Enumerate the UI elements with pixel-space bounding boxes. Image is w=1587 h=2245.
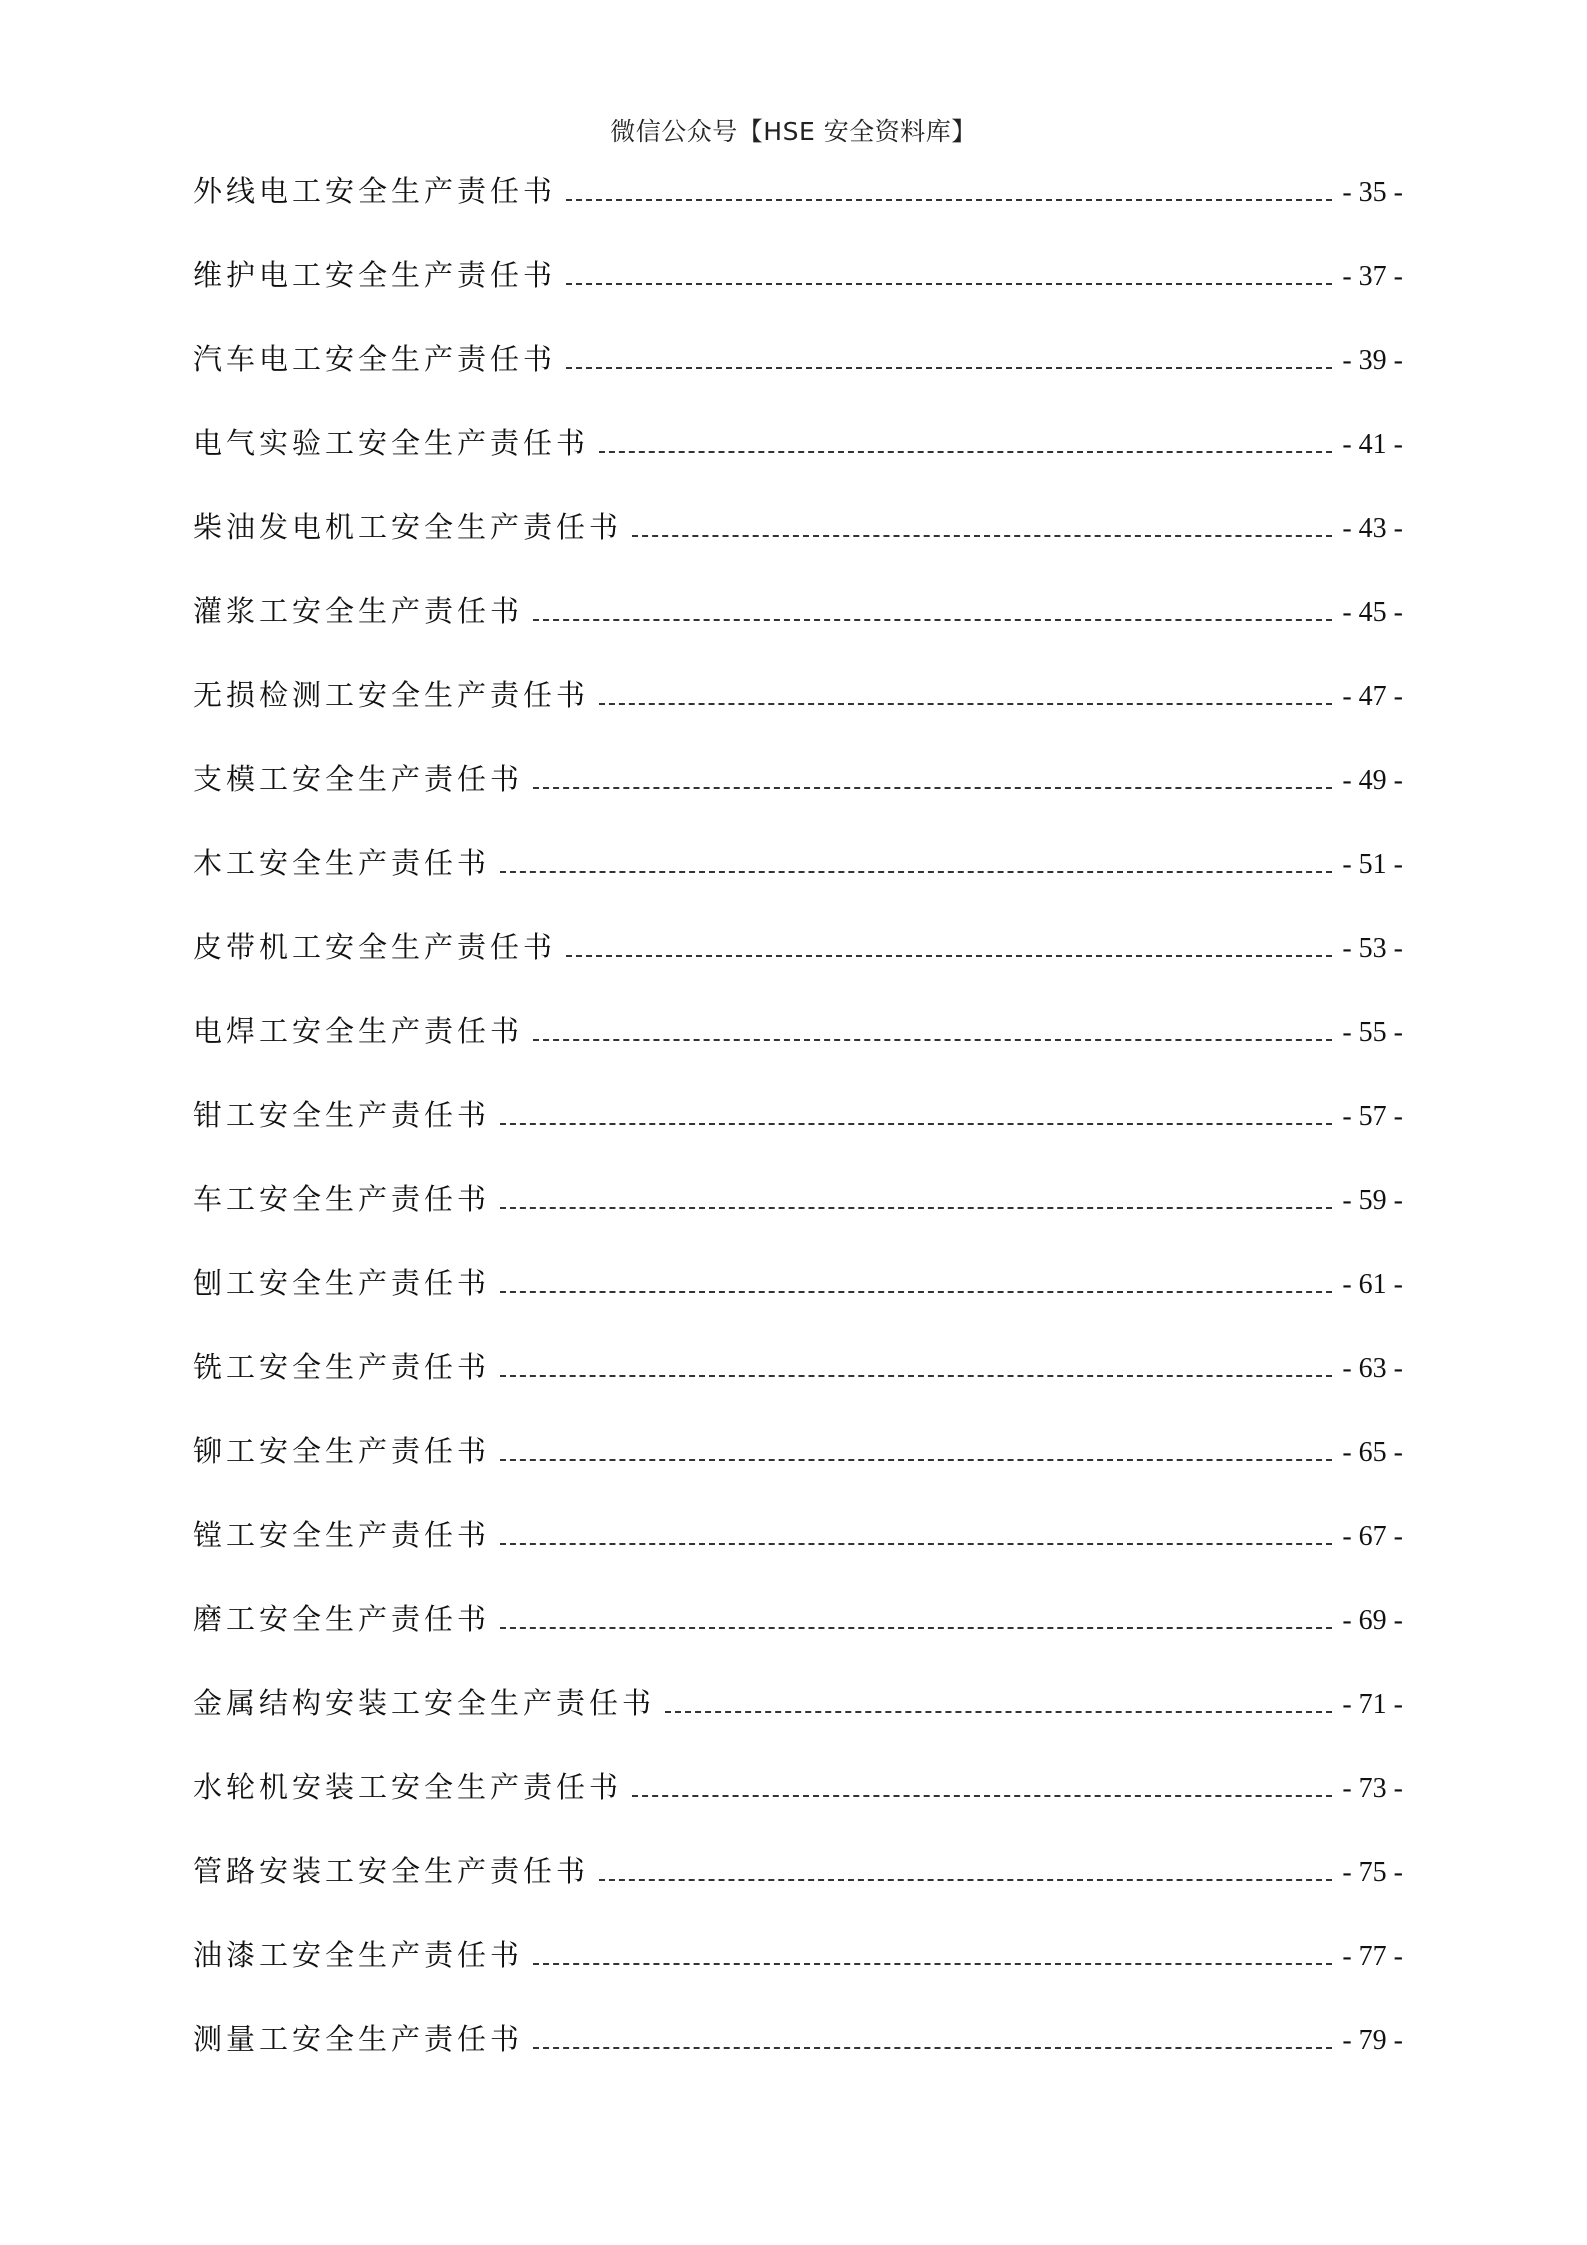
- toc-entry-page: - 57 -: [1342, 1101, 1403, 1132]
- toc-entry[interactable]: [193, 1678, 1403, 1762]
- toc-entry-title: 铆工安全生产责任书: [193, 1434, 491, 1468]
- page-header: 微信公众号【HSE 安全资料库】: [610, 117, 977, 146]
- toc-entry-title: 汽车电工安全生产责任书: [193, 342, 557, 376]
- toc-entry-title: 水轮机安装工安全生产责任书: [193, 1770, 623, 1804]
- toc-entry-page: - 43 -: [1342, 513, 1403, 544]
- toc-entry[interactable]: [193, 1762, 1403, 1846]
- toc-entry-page: - 63 -: [1342, 1353, 1403, 1384]
- toc-entry-title: 镗工安全生产责任书: [193, 1518, 491, 1552]
- toc-entry[interactable]: [193, 670, 1403, 754]
- toc-leader-dots: [500, 1123, 1332, 1125]
- toc-entry[interactable]: [193, 754, 1403, 838]
- toc-leader-dots: [632, 535, 1332, 537]
- toc-leader-dots: [500, 1207, 1332, 1209]
- toc-entry-title: 木工安全生产责任书: [193, 846, 491, 880]
- toc-entry[interactable]: [193, 1342, 1403, 1426]
- toc-entry-page: - 73 -: [1342, 1773, 1403, 1804]
- toc-entry-title: 皮带机工安全生产责任书: [193, 930, 557, 964]
- toc-entry-title: 油漆工安全生产责任书: [193, 1938, 524, 1972]
- toc-entry[interactable]: [193, 1594, 1403, 1678]
- toc-entry[interactable]: [193, 502, 1403, 586]
- toc-entry-page: - 55 -: [1342, 1017, 1403, 1048]
- toc-leader-dots: [599, 1879, 1332, 1881]
- toc-entry-title: 无损检测工安全生产责任书: [193, 678, 590, 712]
- toc-entry-title: 灌浆工安全生产责任书: [193, 594, 524, 628]
- toc-leader-dots: [500, 1627, 1332, 1629]
- toc-entry-title: 外线电工安全生产责任书: [193, 174, 557, 208]
- toc-entry[interactable]: [193, 418, 1403, 502]
- toc-entry[interactable]: [193, 166, 1403, 250]
- toc-leader-dots: [599, 703, 1332, 705]
- toc-entry-title: 测量工安全生产责任书: [193, 2022, 524, 2056]
- toc-entry-page: - 77 -: [1342, 1941, 1403, 1972]
- toc-entry[interactable]: [193, 1846, 1403, 1930]
- table-of-contents: [193, 166, 1403, 2098]
- toc-entry-page: - 49 -: [1342, 765, 1403, 796]
- toc-leader-dots: [500, 1543, 1332, 1545]
- toc-entry-title: 磨工安全生产责任书: [193, 1602, 491, 1636]
- toc-entry[interactable]: [193, 334, 1403, 418]
- toc-leader-dots: [533, 1039, 1332, 1041]
- toc-entry[interactable]: [193, 2014, 1403, 2098]
- toc-entry-title: 电焊工安全生产责任书: [193, 1014, 524, 1048]
- toc-entry-title: 柴油发电机工安全生产责任书: [193, 510, 623, 544]
- toc-entry-title: 管路安装工安全生产责任书: [193, 1854, 590, 1888]
- toc-entry[interactable]: [193, 922, 1403, 1006]
- toc-leader-dots: [500, 1375, 1332, 1377]
- toc-entry-title: 车工安全生产责任书: [193, 1182, 491, 1216]
- toc-leader-dots: [533, 619, 1332, 621]
- toc-entry[interactable]: [193, 1258, 1403, 1342]
- toc-leader-dots: [500, 871, 1332, 873]
- toc-leader-dots: [533, 1963, 1332, 1965]
- toc-entry-page: - 41 -: [1342, 429, 1403, 460]
- toc-leader-dots: [500, 1291, 1332, 1293]
- toc-entry-title: 铣工安全生产责任书: [193, 1350, 491, 1384]
- toc-leader-dots: [566, 955, 1332, 957]
- toc-leader-dots: [566, 367, 1332, 369]
- toc-entry-page: - 47 -: [1342, 681, 1403, 712]
- toc-entry-page: - 79 -: [1342, 2025, 1403, 2056]
- toc-entry[interactable]: [193, 1426, 1403, 1510]
- toc-entry-page: - 37 -: [1342, 261, 1403, 292]
- toc-entry-title: 电气实验工安全生产责任书: [193, 426, 590, 460]
- toc-leader-dots: [533, 787, 1332, 789]
- toc-entry[interactable]: [193, 1174, 1403, 1258]
- toc-entry-page: - 45 -: [1342, 597, 1403, 628]
- toc-entry-title: 刨工安全生产责任书: [193, 1266, 491, 1300]
- toc-entry[interactable]: [193, 250, 1403, 334]
- toc-entry-page: - 61 -: [1342, 1269, 1403, 1300]
- toc-leader-dots: [533, 2047, 1332, 2049]
- toc-entry-page: - 65 -: [1342, 1437, 1403, 1468]
- toc-entry-page: - 39 -: [1342, 345, 1403, 376]
- toc-entry-title: 钳工安全生产责任书: [193, 1098, 491, 1132]
- toc-entry[interactable]: [193, 586, 1403, 670]
- toc-leader-dots: [665, 1711, 1332, 1713]
- toc-entry-page: - 51 -: [1342, 849, 1403, 880]
- toc-entry[interactable]: [193, 1510, 1403, 1594]
- toc-entry-page: - 35 -: [1342, 177, 1403, 208]
- toc-entry[interactable]: [193, 1090, 1403, 1174]
- toc-leader-dots: [566, 283, 1332, 285]
- toc-entry-page: - 69 -: [1342, 1605, 1403, 1636]
- toc-entry-page: - 59 -: [1342, 1185, 1403, 1216]
- toc-entry-page: - 71 -: [1342, 1689, 1403, 1720]
- toc-entry-page: - 75 -: [1342, 1857, 1403, 1888]
- toc-leader-dots: [500, 1459, 1332, 1461]
- toc-entry[interactable]: [193, 838, 1403, 922]
- toc-entry-title: 维护电工安全生产责任书: [193, 258, 557, 292]
- toc-leader-dots: [599, 451, 1332, 453]
- toc-entry-page: - 53 -: [1342, 933, 1403, 964]
- toc-entry[interactable]: [193, 1930, 1403, 2014]
- toc-entry-title: 支模工安全生产责任书: [193, 762, 524, 796]
- toc-leader-dots: [566, 199, 1332, 201]
- toc-entry-page: - 67 -: [1342, 1521, 1403, 1552]
- toc-leader-dots: [632, 1795, 1332, 1797]
- toc-entry-title: 金属结构安装工安全生产责任书: [193, 1686, 656, 1720]
- toc-entry[interactable]: [193, 1006, 1403, 1090]
